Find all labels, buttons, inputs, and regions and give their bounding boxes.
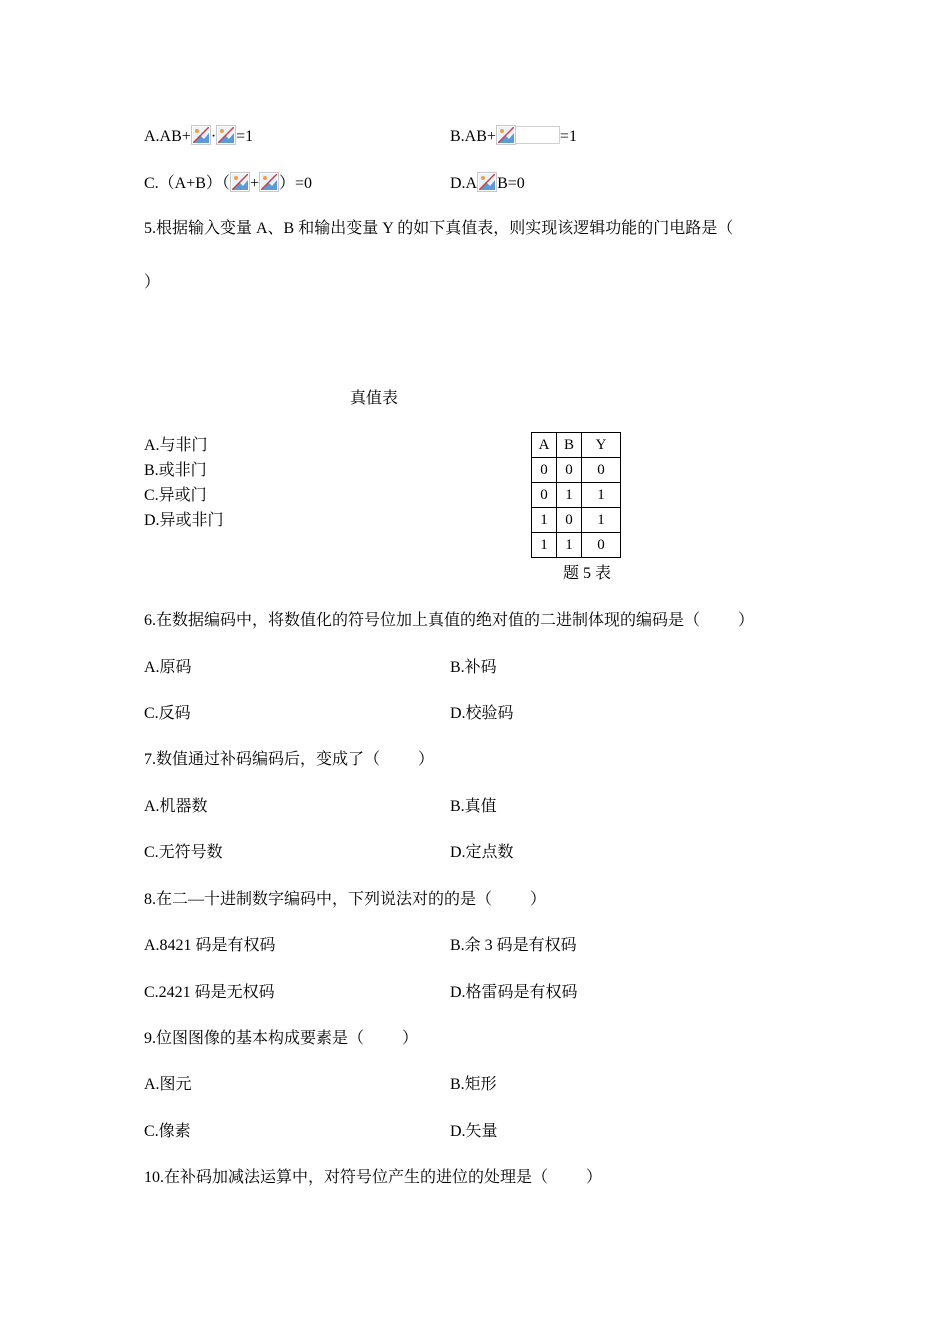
q9-option-b: B.矩形 [450,1076,497,1093]
q9-option-d: D.矢量 [450,1123,498,1140]
q8-stem-text: 8.在二—十进制数字编码中，下列说法对的的是（ [144,891,493,908]
truth-table-cell: 1 [582,508,621,533]
q10-stem [144,1167,602,1189]
truth-table [531,432,621,558]
broken-image-icon [496,125,516,145]
q6-option-d: D.校验码 [450,705,514,722]
q6-option-c: C.反码 [144,705,191,722]
q8-stem [144,889,546,911]
truth-table-row [532,458,621,483]
q8-option-d: D.格雷码是有权码 [450,984,578,1001]
q10-stem-text: 10.在补码加减法运算中，对符号位产生的进位的处理是（ [144,1169,549,1186]
q8-option-b: B.余 3 码是有权码 [450,937,577,954]
q7-stem-text: 7.数值通过补码编码后，变成了（ [144,751,381,768]
truth-table-cell: 0 [532,458,557,483]
q4-option-a [144,125,253,148]
truth-table-row [532,508,621,533]
truth-table-row [532,533,621,558]
q7-stem [144,749,434,771]
q6-stem-text: 6.在数据编码中，将数值化的符号位加上真值的绝对值的二进制体现的编码是（ [144,612,701,629]
q5-stem: 5.根据输入变量 A、B 和输出变量 Y 的如下真值表，则实现该逻辑功能的门电路是（ [144,220,734,237]
truth-table-header-cell: A [532,433,557,458]
q4-option-a-prefix: A.AB+ [144,128,191,145]
q6-option-b: B.补码 [450,659,497,676]
q6-option-a: A.原码 [144,659,192,676]
q6-stem [144,610,754,632]
q4-option-d-suffix: B=0 [497,175,525,192]
broken-image-icon [477,172,497,192]
q5-option-d: D.异或非门 [144,512,224,529]
q5-option-c: C.异或门 [144,487,207,504]
q4-option-a-suffix: =1 [236,128,254,145]
q7-option-c: C.无符号数 [144,844,223,861]
truth-table-row [532,483,621,508]
truth-table-cell: 0 [557,508,582,533]
broken-image-icon [230,172,250,192]
truth-table-cell: 1 [557,533,582,558]
q4-option-c-prefix: C.（A+B）（ [144,175,230,192]
q5-option-b: B.或非门 [144,462,207,479]
q7-option-b: B.真值 [450,798,497,815]
q7-stem-close: ） [418,751,435,768]
q9-option-a: A.图元 [144,1076,192,1093]
truth-table-cell: 1 [532,533,557,558]
q8-option-c: C.2421 码是无权码 [144,984,275,1001]
q8-option-a: A.8421 码是有权码 [144,937,276,954]
q7-option-d: D.定点数 [450,844,514,861]
truth-table-cell: 0 [582,458,621,483]
q7-option-a: A.机器数 [144,798,208,815]
broken-image-icon [216,125,236,145]
q4-option-c-plus: + [249,175,259,192]
q4-option-b-suffix: =1 [559,128,577,145]
truth-table-cell: 1 [582,483,621,508]
q9-option-c: C.像素 [144,1123,191,1140]
q4-option-b [450,125,577,148]
truth-table-header-cell: B [557,433,582,458]
truth-table-title: 真值表 [350,390,399,407]
image-frame [516,126,560,144]
q4-option-d [450,172,525,195]
q9-stem [144,1028,418,1050]
q5-option-a: A.与非门 [144,437,208,454]
q4-option-b-prefix: B.AB+ [450,128,496,145]
q10-stem-close: ） [586,1169,603,1186]
q8-stem-close: ） [530,891,547,908]
q4-option-c [144,172,312,195]
q4-option-c-suffix: ）=0 [278,175,312,192]
truth-table-cell: 0 [582,533,621,558]
broken-image-icon [259,172,279,192]
truth-table-header-cell: Y [582,433,621,458]
q9-stem-close: ） [402,1030,419,1047]
q4-option-d-prefix: D.A [450,175,478,192]
q9-stem-text: 9.位图图像的基本构成要素是（ [144,1030,365,1047]
truth-table-cell: 1 [532,508,557,533]
truth-table-cell: 1 [557,483,582,508]
q6-stem-close: ） [738,612,755,629]
truth-table-caption: 题 5 表 [563,565,612,582]
truth-table-cell: 0 [557,458,582,483]
truth-table-cell: 0 [532,483,557,508]
broken-image-icon [191,125,211,145]
q4-option-a-dot: · [210,128,217,145]
q5-stem-close: ） [144,274,161,291]
truth-table-header [532,433,621,458]
